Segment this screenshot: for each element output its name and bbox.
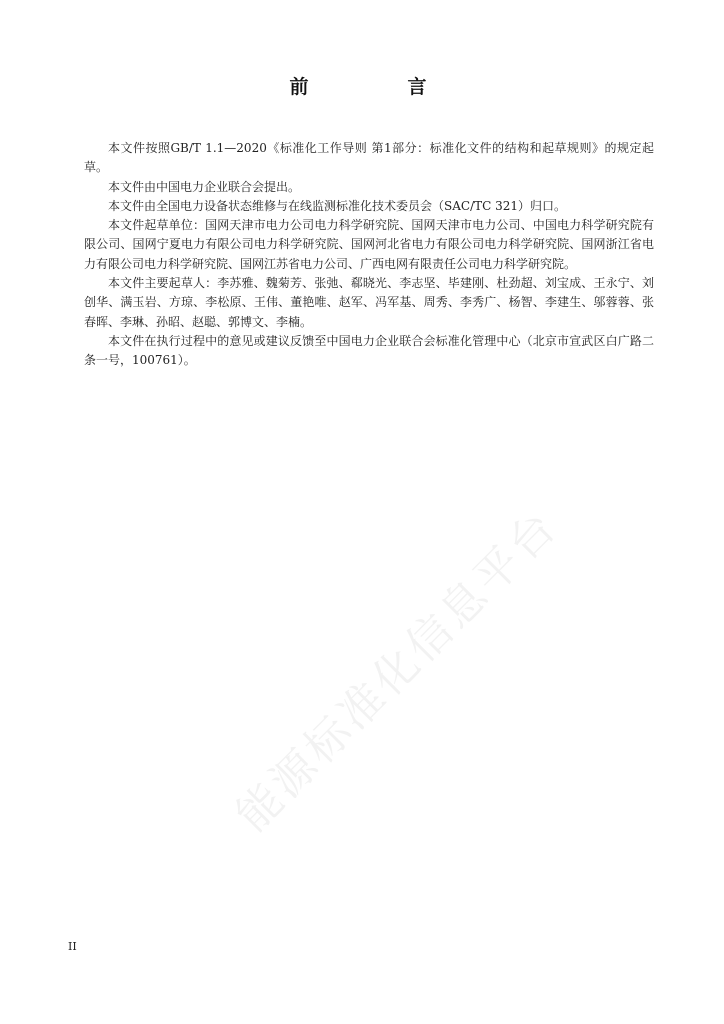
paragraph-drafting-units: 本文件起草单位：国网天津市电力公司电力科学研究院、国网天津市电力公司、中国电力科学研究院有限公司、国网宁夏电力有限公司电力科学研究院、国网河北省电力有限公司电力科学研究院、国网浙江省电力有限公司电力科学研究院、国网江苏省电力公司、广西电网有限责任公司电力科学研究院。	[84, 218, 654, 271]
page-title: 前 言	[289, 76, 467, 98]
paragraph-drafting-rules: 本文件按照GB/T 1.1—2020《标准化工作导则 第1部分：标准化文件的结构和起草规则》的规定起草。	[84, 141, 654, 175]
paragraph-feedback: 本文件在执行过程中的意见或建议反馈至中国电力企业联合会标准化管理中心（北京市宣武区白广路二条一号，100761）。	[84, 333, 654, 368]
watermark: 能源标准化信息平台	[226, 500, 569, 842]
paragraph-proposer: 本文件由中国电力企业联合会提出。	[108, 179, 301, 194]
foreword-body	[84, 139, 654, 371]
page-number: II	[68, 940, 77, 953]
paragraph-committee: 本文件由全国电力设备状态维修与在线监测标准化技术委员会（SAC/TC 321）归口。	[108, 198, 567, 213]
paragraph-drafters: 本文件主要起草人：李苏雅、魏菊芳、张弛、郗晓光、李志坚、毕建刚、杜劲超、刘宝成、王永宁、刘创华、满玉岩、方琼、李松原、王伟、董艳唯、赵军、冯军基、周秀、李秀广、杨智、李建生、邬蓉蓉、张春晖、李琳、孙昭、赵聪、郭博文、李楠。	[84, 276, 654, 329]
